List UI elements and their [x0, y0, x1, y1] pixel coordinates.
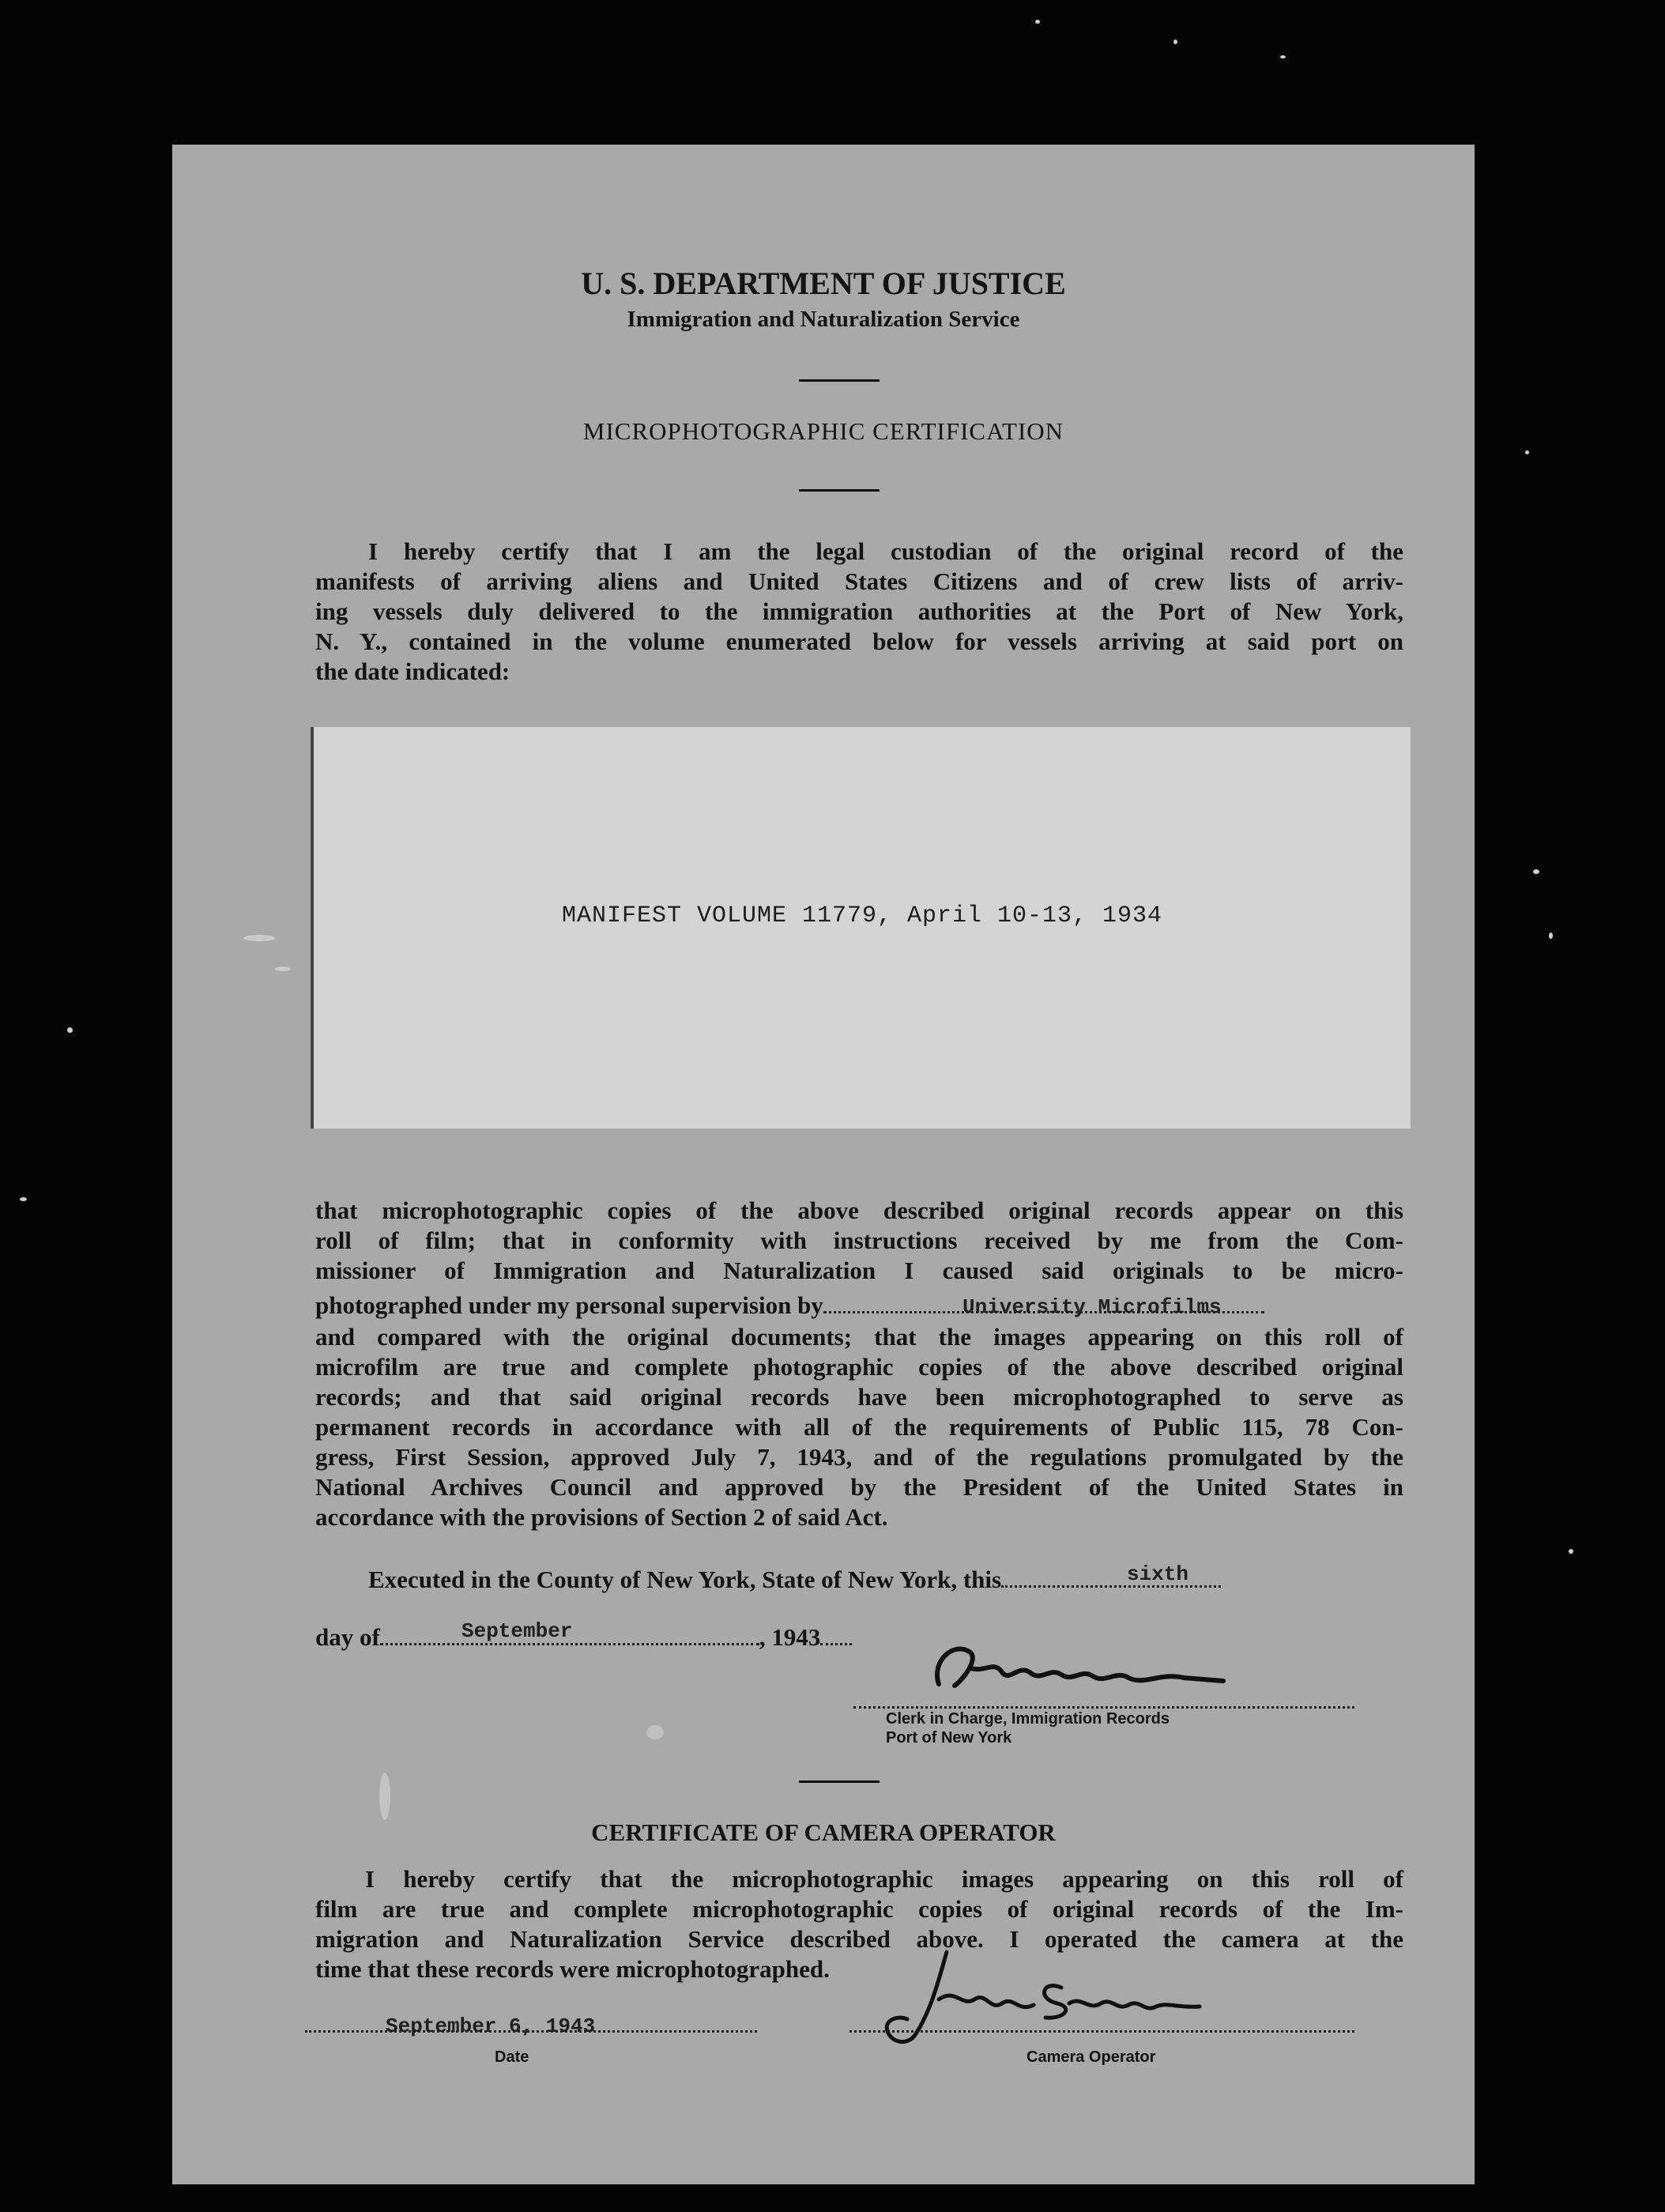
divider: [799, 489, 880, 492]
intro-line: the date indicated:: [315, 658, 510, 685]
operator-date: September 6, 1943: [386, 2014, 596, 2038]
day-of-line: [315, 1622, 852, 1652]
film-speck: [1280, 55, 1286, 58]
dust-mark: [646, 1725, 664, 1739]
year: , 1943: [759, 1623, 821, 1651]
film-speck: [1569, 1549, 1573, 1554]
operator-line: migration and Naturalization Service described above. I operated the camera at the: [315, 1925, 1403, 1953]
operator-line: time that these records were microphotographed.: [315, 1955, 830, 1983]
service-subtitle: Immigration and Naturalization Service: [627, 307, 1020, 332]
body-line: accordance with the provisions of Section 2 of said Act.: [315, 1503, 888, 1531]
dust-mark: [275, 967, 291, 971]
department-title: U. S. DEPARTMENT OF JUSTICE: [581, 266, 1066, 301]
film-speck: [67, 1027, 73, 1033]
supervision-prefix: photographed under my personal supervision by: [315, 1291, 823, 1319]
day-of-prefix: day of: [315, 1623, 380, 1651]
month-typed: September: [461, 1619, 573, 1643]
intro-line: manifests of arriving aliens and United States Citizens and of crew lists of arriv-: [315, 567, 1403, 595]
operator-title: CERTIFICATE OF CAMERA OPERATOR: [591, 1818, 1056, 1846]
intro-line: N. Y., contained in the volume enumerated below for vessels arriving at said port on: [315, 627, 1403, 655]
film-speck: [1533, 869, 1539, 874]
body-line: and compared with the original documents; that the images appearing on this roll of: [315, 1323, 1403, 1351]
intro-line: I hereby certify that I am the legal custodian of the original record of the: [368, 537, 1403, 565]
divider: [799, 379, 880, 382]
body-line: microfilm are true and complete photographic copies of the above described original: [315, 1353, 1403, 1381]
date-caption: Date: [495, 2048, 529, 2066]
dust-mark: [243, 935, 275, 941]
clerk-caption: [886, 1709, 1170, 1747]
film-speck: [1035, 20, 1040, 24]
body-line: records; and that said original records have been microphotographed to serve as: [315, 1383, 1403, 1411]
manifest-volume: MANIFEST VOLUME 11779, April 10-13, 1934: [561, 903, 1163, 929]
certification-title: MICROPHOTOGRAPHIC CERTIFICATION: [582, 417, 1064, 445]
executed-day: sixth: [1127, 1562, 1189, 1586]
body-line: National Archives Council and approved by the President of the United States in: [315, 1473, 1403, 1501]
operator-signature: [844, 1940, 1207, 2051]
body-line: gress, First Session, approved July 7, 1943, and of the regulations promulgated by the: [315, 1443, 1403, 1471]
clerk-caption-line: Port of New York: [886, 1729, 1012, 1747]
manifest-label-box: [311, 727, 1411, 1129]
film-speck: [1173, 40, 1177, 44]
clerk-caption-line: Clerk in Charge, Immigration Records: [886, 1710, 1170, 1728]
film-speck: [1549, 933, 1553, 939]
executed-line: [368, 1565, 1221, 1595]
film-speck: [20, 1197, 27, 1201]
year-fill: [820, 1622, 852, 1645]
film-speck: [1525, 450, 1529, 454]
body-line: permanent records in accordance with all of the requirements of Public 115, 78 Con-: [315, 1413, 1403, 1441]
body-line: roll of film; that in conformity with instructions received by me from the Com-: [315, 1227, 1403, 1254]
supervisor-typed: University Microfilms: [962, 1295, 1222, 1319]
clerk-signature: [923, 1637, 1239, 1700]
dust-mark: [379, 1773, 390, 1820]
intro-line: ing vessels duly delivered to the immigration authorities at the Port of New York,: [315, 597, 1403, 625]
operator-line: I hereby certify that the microphotographic images appearing on this roll of: [365, 1865, 1403, 1893]
divider: [799, 1781, 880, 1783]
body-line: that microphotographic copies of the above described original records appear on this: [315, 1196, 1403, 1224]
body-line: missioner of Immigration and Naturalization I caused said originals to be micro-: [315, 1257, 1403, 1284]
certificate-sheet: [172, 145, 1475, 2184]
operator-caption: Camera Operator: [1026, 2048, 1156, 2066]
executed-prefix: Executed in the County of New York, State of New York, this: [368, 1566, 1002, 1593]
operator-line: film are true and complete microphotographic copies of original records of the Im-: [315, 1895, 1403, 1923]
